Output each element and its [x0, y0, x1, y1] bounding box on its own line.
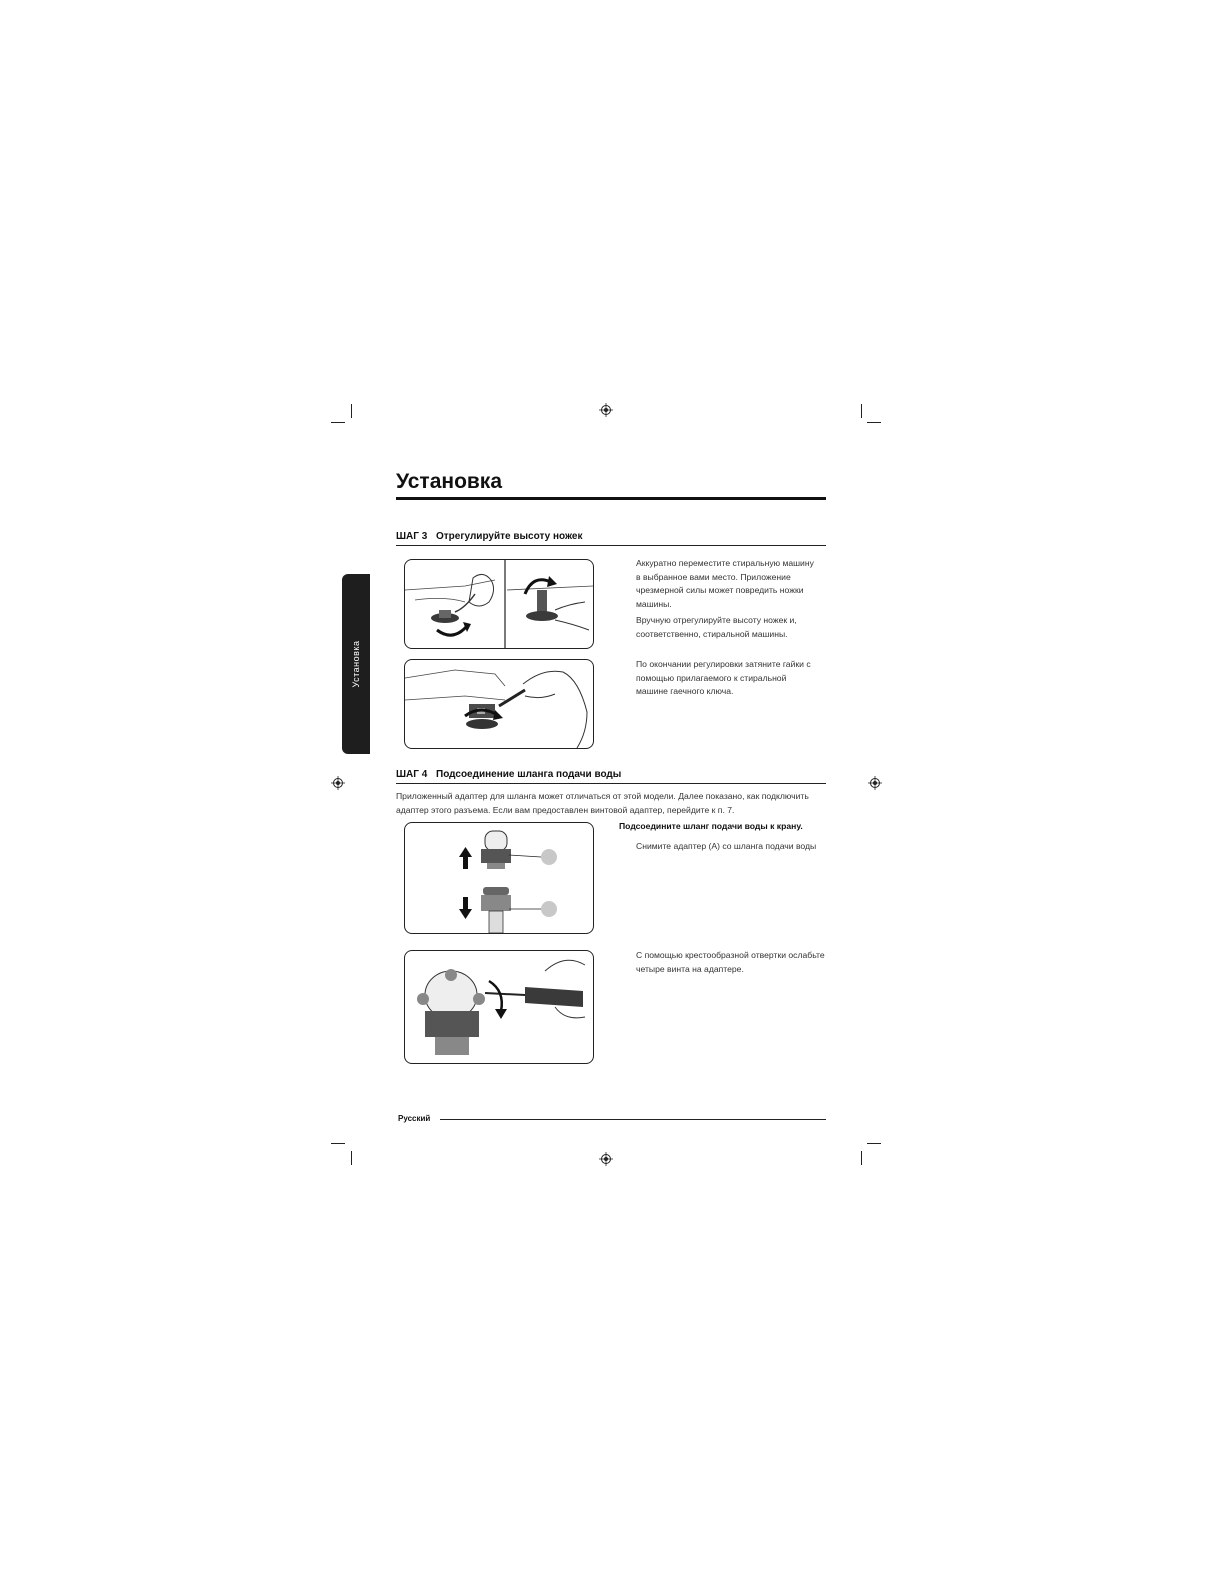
- step4-heading: [396, 769, 621, 780]
- illustration-remove-adapter: [404, 822, 594, 934]
- side-tab-label: Установка: [351, 640, 361, 688]
- step4-rule: [396, 783, 826, 784]
- step3-tighten-text: [636, 658, 820, 702]
- illustration-adjust-legs-drawing: [405, 560, 593, 648]
- step3-tighten-paragraph: По окончании регулировки затяните гайки с помощью прилагаемого к стиральной машине гаечного ключа.: [636, 659, 811, 696]
- side-section-tab: [342, 574, 370, 754]
- step3-paragraph: Аккуратно переместите стиральную машину в выбранное вами место. Приложение чрезмерной силы может повредить ножки машины.: [636, 558, 814, 609]
- registration-mark-icon: [331, 776, 345, 790]
- step4-step-a: Снимите адаптер (A) со шланга подачи воды: [636, 841, 817, 851]
- illustration-adjust-legs: [404, 559, 594, 649]
- rotate-arrow-icon: [437, 626, 467, 635]
- illustration-loosen-screws-drawing: [405, 951, 593, 1063]
- arrow-down-icon: [459, 897, 472, 919]
- arrow-up-icon: [459, 847, 472, 869]
- crop-mark-icon: [351, 1151, 352, 1165]
- footer-rule: [440, 1119, 826, 1120]
- crop-mark-icon: [331, 1143, 345, 1144]
- step4-instruction-heading: Подсоедините шланг подачи воды к крану.: [619, 821, 803, 831]
- registration-mark-icon: [599, 403, 613, 417]
- step3-number: ШАГ 3: [396, 531, 428, 542]
- step4-number: ШАГ 4: [396, 769, 428, 780]
- illustration-loosen-screws: [404, 950, 594, 1064]
- crop-mark-icon: [867, 1143, 881, 1144]
- crop-mark-icon: [331, 422, 345, 423]
- illustration-tighten-nuts-drawing: [405, 660, 593, 748]
- illustration-tighten-nuts: [404, 659, 594, 749]
- page-title: Установка: [396, 470, 502, 493]
- step3-rule: [396, 545, 826, 546]
- crop-mark-icon: [867, 422, 881, 423]
- step3-text-block: [636, 557, 820, 644]
- step4-intro: Приложенный адаптер для шланга может отличаться от этой модели. Далее показано, как подключить адаптер этого разъема. Если вам предоставлен винтовой адаптер, перейдите к п. 7.: [396, 791, 809, 815]
- step3-title: Отрегулируйте высоту ножек: [436, 531, 583, 542]
- title-rule: [396, 497, 826, 500]
- step4-title: Подсоединение шланга подачи воды: [436, 769, 622, 780]
- step3-heading: [396, 531, 583, 542]
- step3-paragraph: Вручную отрегулируйте высоту ножек и, соответственно, стиральной машины.: [636, 615, 797, 639]
- registration-mark-icon: [868, 776, 882, 790]
- rotate-arrow-icon: [489, 981, 502, 1011]
- crop-mark-icon: [351, 404, 352, 418]
- footer-language: Русский: [398, 1114, 431, 1123]
- registration-mark-icon: [599, 1152, 613, 1166]
- crop-mark-icon: [861, 1151, 862, 1165]
- step4-step-b: С помощью крестообразной отвертки ослабьте четыре винта на адаптере.: [636, 950, 825, 974]
- crop-mark-icon: [861, 404, 862, 418]
- illustration-remove-adapter-drawing: [405, 823, 593, 933]
